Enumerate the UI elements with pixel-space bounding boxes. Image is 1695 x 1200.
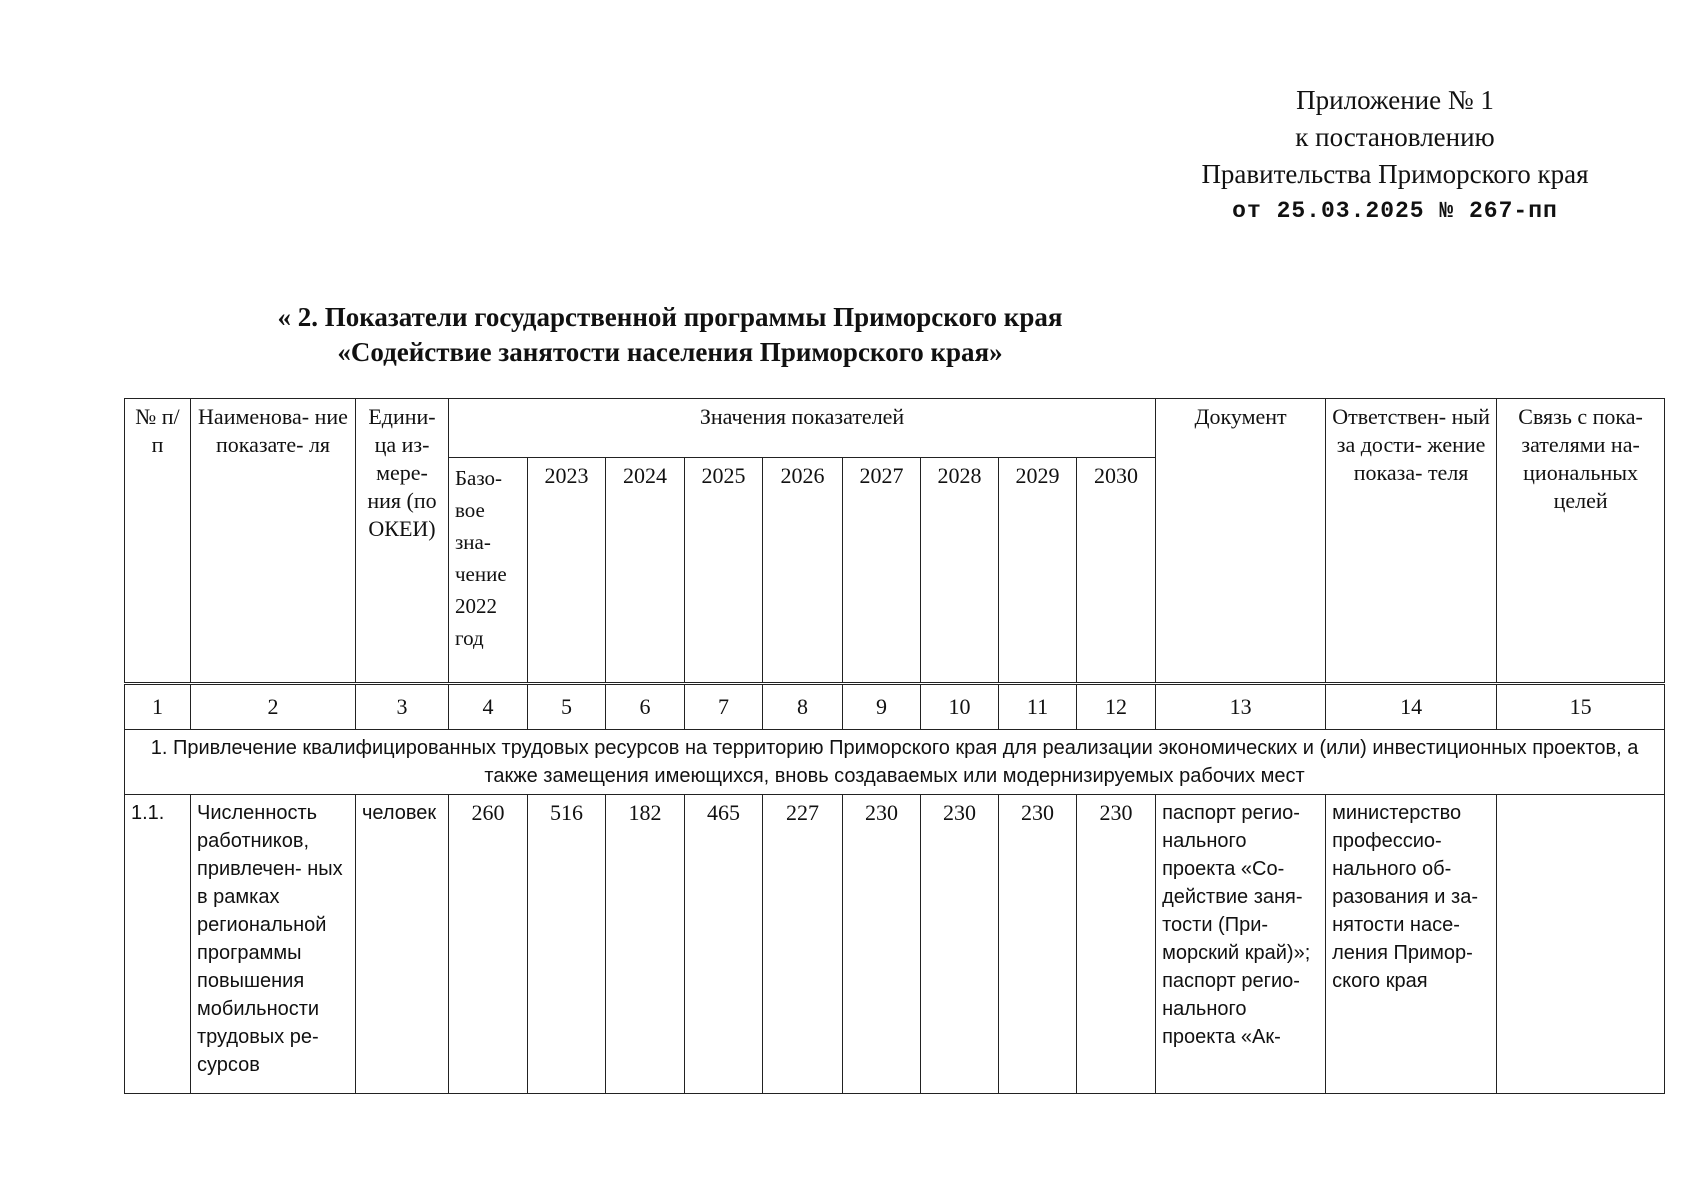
- appendix-line: Правительства Приморского края: [1201, 159, 1589, 189]
- column-number: 5: [528, 684, 606, 730]
- title-line-2: «Содействие занятости населения Приморского края»: [337, 337, 1003, 367]
- header-year: 2030: [1077, 458, 1156, 684]
- table-row: [125, 795, 1665, 1094]
- header-unit: Едини- ца из- мере- ния (по ОКЕИ): [356, 399, 449, 684]
- row-value: 182: [606, 795, 685, 1094]
- column-number: 13: [1156, 684, 1326, 730]
- row-number: 1.1.: [125, 795, 191, 1094]
- row-indicator-name: Численность работников, привлечен- ных в рамках региональной программы повышения мобильности трудовых ре- сурсов: [191, 795, 356, 1094]
- column-number: 3: [356, 684, 449, 730]
- header-num: № п/п: [125, 399, 191, 684]
- header-values-group: Значения показателей: [449, 399, 1156, 458]
- row-value: 227: [763, 795, 843, 1094]
- column-number: 7: [685, 684, 763, 730]
- header-year: 2028: [921, 458, 999, 684]
- column-number: 8: [763, 684, 843, 730]
- header-year: 2025: [685, 458, 763, 684]
- row-national-goals-link: [1497, 795, 1665, 1094]
- appendix-block: [1175, 82, 1615, 230]
- header-name: Наименова- ние показате- ля: [191, 399, 356, 684]
- appendix-title: Приложение № 1: [1296, 85, 1494, 115]
- column-number: 15: [1497, 684, 1665, 730]
- appendix-line: к постановлению: [1295, 122, 1495, 152]
- column-number: 9: [843, 684, 921, 730]
- row-value: 230: [999, 795, 1077, 1094]
- column-number: 12: [1077, 684, 1156, 730]
- header-year: 2029: [999, 458, 1077, 684]
- column-number: 2: [191, 684, 356, 730]
- header-year: 2024: [606, 458, 685, 684]
- document-title: [0, 300, 1340, 370]
- header-year: 2023: [528, 458, 606, 684]
- section-title: 1. Привлечение квалифицированных трудовых ресурсов на территорию Приморского края для реализации экономических и (или) инвестиционных проектов, а также замещения имеющихся, вновь создаваемых или модернизируемых рабочих мест: [125, 730, 1665, 795]
- header-document: Документ: [1156, 399, 1326, 684]
- column-number: 6: [606, 684, 685, 730]
- row-unit: человек: [356, 795, 449, 1094]
- column-number: 11: [999, 684, 1077, 730]
- section-row: [125, 730, 1665, 795]
- header-link: Связь с пока- зателями на- циональных целей: [1497, 399, 1665, 684]
- row-base-value: 260: [449, 795, 528, 1094]
- title-line-1: « 2. Показатели государственной программы Приморского края: [277, 302, 1063, 332]
- header-year: 2027: [843, 458, 921, 684]
- appendix-reference: от 25.03.2025 № 267-пп: [1232, 198, 1558, 224]
- column-number: 10: [921, 684, 999, 730]
- row-document: паспорт регио- нального проекта «Со- действие заня- тости (При- морский край)»; паспорт регио- нального проекта «Ак-: [1156, 795, 1326, 1094]
- indicators-table-wrapper: [124, 398, 1664, 1094]
- indicators-table: [124, 398, 1665, 1094]
- header-responsible: Ответствен- ный за дости- жение показа- теля: [1326, 399, 1497, 684]
- column-numbers-row: [125, 684, 1665, 730]
- row-value: 465: [685, 795, 763, 1094]
- row-value: 230: [843, 795, 921, 1094]
- column-number: 1: [125, 684, 191, 730]
- header-year: 2026: [763, 458, 843, 684]
- row-value: 230: [921, 795, 999, 1094]
- header-row-1: [125, 399, 1665, 458]
- row-value: 230: [1077, 795, 1156, 1094]
- row-responsible: министерство профессио- нального об- разования и за- нятости насе- ления Примор- ского края: [1326, 795, 1497, 1094]
- row-value: 516: [528, 795, 606, 1094]
- header-base-value: Базо- вое зна- чение 2022 год: [449, 458, 528, 684]
- column-number: 14: [1326, 684, 1497, 730]
- column-number: 4: [449, 684, 528, 730]
